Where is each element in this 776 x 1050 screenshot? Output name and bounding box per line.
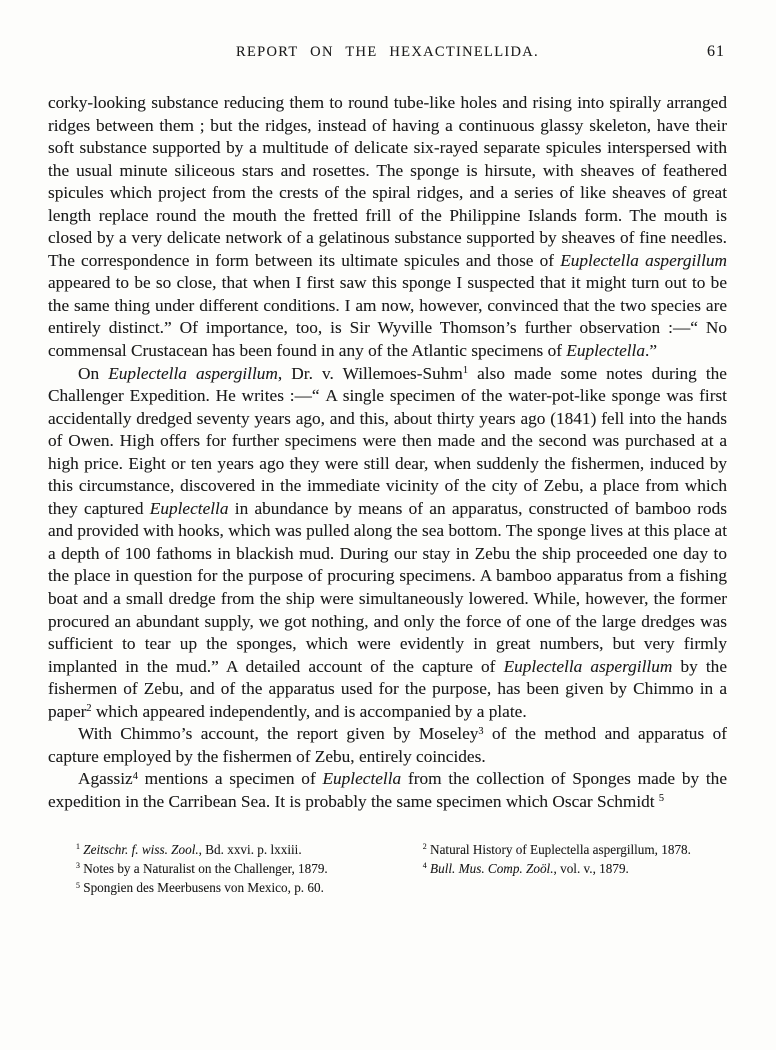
footnotes-section <box>48 840 727 898</box>
text-run: .” <box>645 341 657 361</box>
footnote <box>423 859 727 878</box>
text-run: by the fishermen of Zebu, and of the apparatus used for the purpose, has been given by Chimmo in a paper <box>48 656 727 721</box>
footnote <box>76 859 423 878</box>
text-run: , Bd. xxvi. p. lxxiii. <box>198 841 302 857</box>
footnote-marker: 5 <box>76 880 80 890</box>
text-run: Natural History of Euplectella aspergillum, 1878. <box>426 841 691 857</box>
italic-text: Bull. Mus. Comp. Zoöl. <box>430 860 554 876</box>
text-run: from the collection of Sponges made by the expedition in the Carribean Sea. It is probably the same specimen which Oscar Schmidt <box>48 769 727 811</box>
text-run: mentions a specimen of <box>137 769 323 789</box>
italic-text: Zeitschr. f. wiss. Zool. <box>83 841 199 857</box>
footnote-marker: 3 <box>76 861 80 871</box>
footnote-marker: 2 <box>86 703 92 715</box>
italic-text: Euplectella aspergillum <box>503 656 673 676</box>
footnote <box>76 840 423 859</box>
paragraph <box>48 92 727 363</box>
paragraph <box>48 723 727 768</box>
text-run: also made some notes during the Challenger Expedition. He writes :—“ A single specimen of the water-pot-like sponge was first accidentally dredged seventy years ago, and this, about thirty years ago (1841) fell into the hands of Owen. High offers for further specimens were then made and the second was purchased at a high price. Eight or ten years ago they were still dear, when suddenly the fishermen, induced by this circumstance, discovered in the immediate vicinity of the city of Zebu, a place from which they captured <box>48 363 727 518</box>
text-run: Notes by a Naturalist on the Challenger, 1879. <box>79 860 328 876</box>
page-number: 61 <box>707 43 725 60</box>
text-run: which appeared independently, and is accompanied by a plate. <box>91 701 527 721</box>
footnote-marker: 1 <box>76 842 80 852</box>
footnote-marker: 3 <box>478 725 484 737</box>
page-body <box>48 92 727 814</box>
text-run: in abundance by means of an apparatus, constructed of bamboo rods and provided with hooks, which was pulled along the sea bottom. The sponge lives at this place at a depth of 100 fathoms in blackish mud. During our stay in Zebu the ship proceeded one day to the place in question for the purpose of procuring specimens. A bamboo apparatus from a fishing boat and a small dredge from the ship were simultaneously lowered. While, however, the former procured an abundant supply, we got nothing, and only the force of one of the large dredges was sufficient to tear up the sponges, which were evidently in great numbers, but very firmly implanted in the mud.” A detailed account of the capture of <box>48 498 727 676</box>
paragraph <box>48 768 727 813</box>
text-run: Agassiz <box>78 769 133 789</box>
italic-text: Euplectella <box>322 769 402 789</box>
italic-text: Euplectella <box>566 341 645 361</box>
footnote <box>423 840 727 859</box>
footnotes-right-column <box>423 840 727 898</box>
italic-text: Euplectella aspergillum <box>560 250 727 270</box>
italic-text: Euplectella <box>149 498 229 518</box>
footnote-marker: 1 <box>462 364 469 376</box>
footnotes-left-column <box>48 840 423 898</box>
footnote-marker: 4 <box>422 861 427 871</box>
footnote-marker: 4 <box>132 770 138 782</box>
page-header <box>48 44 727 64</box>
text-run: appeared to be so close, that when I first saw this sponge I suspected that it might turn out to be the same thing under different conditions. I am now, however, convinced that the two species are entirely distinct.” Of importance, too, is Sir Wyville Thomson’s further observation :—“ No commensal Crustacean has been found in any of the Atlantic specimens of <box>48 273 727 361</box>
text-run: of the method and apparatus of capture employed by the fishermen of Zebu, entirely coincides. <box>48 724 727 766</box>
footnote-marker: 2 <box>422 842 427 852</box>
text-run: , vol. v., 1879. <box>553 860 629 876</box>
footnote-marker: 5 <box>658 793 665 805</box>
text-run: , Dr. v. Willemoes-Suhm <box>277 363 463 383</box>
text-run: On <box>78 363 109 383</box>
running-title: REPORT ON THE HEXACTINELLIDA. <box>236 44 539 60</box>
footnote <box>76 878 423 897</box>
text-run: With Chimmo’s account, the report given by Moseley <box>78 724 479 744</box>
italic-text: Euplectella aspergillum <box>108 363 278 383</box>
text-run: corky-looking substance reducing them to round tube-like holes and rising into spirally arranged ridges between them ; but the ridges, instead of having a continuous glassy skeleton, have their soft substance supported by a multitude of delicate six-rayed separate spicules interspersed with the usual minute siliceous stars and rosettes. The sponge is hirsute, with sheaves of feathered spicules which project from the crests of the spiral ridges, and a series of like sheaves of great length replace round the mouth the fretted frill of the Philippine Islands form. The mouth is closed by a very delicate network of a gelatinous substance supported by sheaves of fine needles. The correspondence in form between its ultimate spicules and those of <box>48 93 727 270</box>
text-run: Spongien des Meerbusens von Mexico, p. 60. <box>79 879 324 895</box>
paragraph <box>48 363 727 724</box>
